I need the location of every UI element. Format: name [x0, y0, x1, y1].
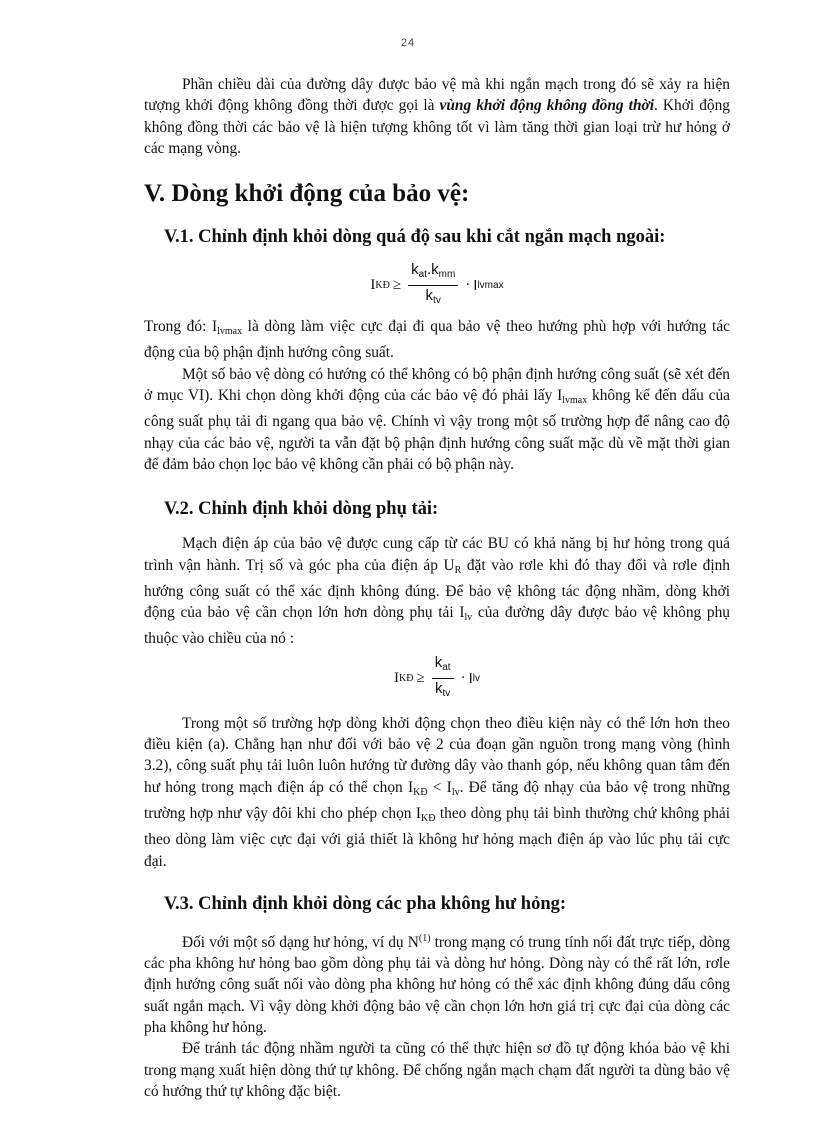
formula-v1-den-k: k — [425, 287, 434, 305]
formula-v1-k1-sub: at — [418, 269, 427, 281]
formula-v2-den-sub: tv — [442, 687, 451, 699]
v1-p1-sub: lvmax — [217, 326, 243, 338]
intro-term: vùng khởi động không đồng thời — [439, 97, 655, 115]
v1-p2-text-a: Một số bảo vệ dòng có hướng có thể không có bộ phận định hướng công suất (sẽ xét đến ở mục VI). Khi chọn dòng khởi động của các bảo vệ đó phải lấy I — [144, 365, 730, 405]
section-title: V. Dòng khởi động của bảo vệ: — [144, 180, 470, 208]
v2-p2-text-a: Trong một số trường hợp dòng khởi động chọn theo điều kiện này có thể lớn hơn theo điều kiện (a). Chẳng hạn như đối với bảo vệ 2 của đoạn gần nguồn trong mạng vòng (hình 3.2), công suất phụ tải luôn luôn hướng từ đường dây vào thanh góp, nếu không quan tâm đến hư hỏng trong mạch điện áp có thể chọn I — [144, 714, 730, 796]
v3-p1-sup: (1) — [418, 932, 431, 944]
formula-v2-denominator — [435, 679, 450, 703]
v2-p1-text-b: đặt vào rơle khi đó thay đổi và rơle định hướng công suất có thể xác định không đúng. Để bảo vệ không tác động nhầm, dòng khởi động của bảo vệ cần chọn lớn hơn dòng phụ tải I — [144, 556, 730, 622]
v1-p1-text-b: là dòng làm việc cực đại đi qua bảo vệ theo hướng phù hợp với hướng tác động của bộ phận định hướng công suất. — [144, 318, 730, 362]
formula-v1 — [144, 261, 730, 310]
formula-v1-rhs: I — [473, 277, 478, 295]
v2-p1-sub-2: lv — [464, 612, 473, 624]
v1-paragraph-2 — [144, 364, 730, 475]
v2-p2-text-c: . Để tăng độ nhạy của bảo vệ trong những trường hợp như vậy đôi khi cho phép chọn I — [144, 778, 730, 822]
heading-v3: V.3. Chỉnh định khỏi dòng các pha không hư hỏng: — [164, 893, 567, 914]
page-number: 24 — [400, 37, 416, 49]
v2-p1-sub-1: R — [454, 564, 462, 576]
formula-v1-k2-sub: mm — [438, 269, 456, 281]
intro-text-2: . Khởi động không đồng thời các bảo vệ là hiện tượng không tốt vì làm tăng thời gian loại trừ hư hỏng ở các mạng vòng. — [144, 97, 730, 157]
formula-v2-numerator — [432, 654, 454, 679]
v1-p2-sub: lvmax — [562, 395, 588, 407]
formula-v1-cdot: · — [465, 277, 471, 294]
formula-v2-cdot: · — [460, 669, 466, 686]
formula-v1-dot: . — [426, 261, 432, 279]
formula-v2-lhs-sub: KĐ — [399, 672, 414, 684]
formula-v2-rhs-sub: lv — [472, 672, 480, 684]
intro-text-1: Phần chiều dài của đường dây được bảo vệ mà khi ngắn mạch trong đó sẽ xảy ra hiện tượng khởi động không đồng thời được gọi là — [144, 76, 730, 115]
formula-v1-fraction — [408, 261, 458, 310]
formula-v2 — [144, 654, 730, 703]
v3-paragraph-2: Để tránh tác động nhầm người ta cũng có thể thực hiện sơ đồ tự động khóa bảo vệ khi trong mạng xuất hiện dòng thứ tự không. Để chống ngắn mạch chạm đất người ta dùng bảo vệ có hướng thứ tự không đặc biệt. — [144, 1040, 730, 1100]
formula-v2-den-k: k — [435, 679, 443, 697]
formula-v2-fraction — [432, 654, 454, 703]
v1-p1-text-a: Trong đó: I — [144, 318, 218, 336]
formula-v1-k1: k — [411, 261, 419, 279]
v2-paragraph-1 — [144, 533, 730, 649]
formula-v2-rhs: I — [468, 669, 473, 687]
formula-v1-den-sub: tv — [433, 295, 441, 307]
intro-paragraph — [144, 74, 730, 159]
page-content — [144, 74, 730, 1102]
v3-p1-text-b: trong mạng có trung tính nối đất trực tiếp, dòng các pha không hư hỏng bao gồm dòng phụ tải và dòng hư hỏng. Dòng này có thể rất lớn, rơle định hướng công suất nối vào dòng pha không hư hỏng có thể xác định không đúng dấu công suất ngắn mạch. Vì vậy dòng khởi động bảo vệ cần chọn lớn hơn giá trị cực đại của dòng các pha không hư hỏng. — [144, 933, 730, 1037]
v2-p2-sub-2: lv — [451, 786, 460, 798]
v2-p2-sub-3: KĐ — [421, 812, 436, 824]
formula-v1-lhs: I — [370, 277, 376, 294]
formula-v1-lhs-sub: KĐ — [375, 280, 390, 292]
v2-p2-text-d: theo dòng phụ tải bình thường chứ không phải theo dòng làm việc cực đại với giả thiết là không hư hỏng mạch điện áp vào lúc phụ tải cực đại. — [144, 804, 730, 870]
formula-v2-num-k: k — [434, 653, 443, 671]
v3-p1-text-a: Đối với một số dạng hư hỏng, ví dụ N — [182, 933, 419, 951]
formula-v2-num-sub: at — [442, 661, 451, 673]
formula-v2-lhs: I — [394, 669, 400, 686]
heading-v2: V.2. Chỉnh định khỏi dòng phụ tải: — [164, 499, 439, 520]
v3-paragraph-1 — [144, 928, 730, 1038]
formula-v1-numerator — [408, 261, 458, 286]
v2-p2-text-b: < I — [427, 778, 452, 796]
v2-p2-sub-1: KĐ — [413, 786, 428, 798]
v2-paragraph-2 — [144, 713, 730, 872]
v1-paragraph-1 — [144, 316, 730, 364]
formula-v2-ge: ≥ — [416, 669, 425, 686]
heading-v1: V.1. Chỉnh định khỏi dòng quá độ sau khi cắt ngắn mạch ngoài: — [164, 227, 666, 248]
formula-v1-ge: ≥ — [392, 277, 402, 294]
formula-v1-rhs-sub: lvmax — [477, 280, 504, 292]
formula-v1-k2: k — [431, 261, 439, 279]
formula-v1-denominator — [426, 286, 441, 310]
v1-p2-text-b: không kể đến dấu của công suất phụ tải đi ngang qua bảo vệ. Chính vì vậy trong một số trường hợp để nâng cao độ nhạy của các bảo vệ, người ta vẫn đặt bộ phận định hướng công suất mặc dù về mặt thời gian để đảm bảo chọn lọc bảo vệ không cần phải có bộ phận này. — [144, 387, 730, 473]
v2-p1-text-a: Mạch điện áp của bảo vệ được cung cấp từ các BU có khả năng bị hư hỏng trong quá trình vận hành. Trị số và góc pha của điện áp U — [144, 535, 730, 574]
v2-p1-text-c: của đường dây được bảo vệ không phụ thuộc vào chiều của nó : — [144, 604, 730, 648]
